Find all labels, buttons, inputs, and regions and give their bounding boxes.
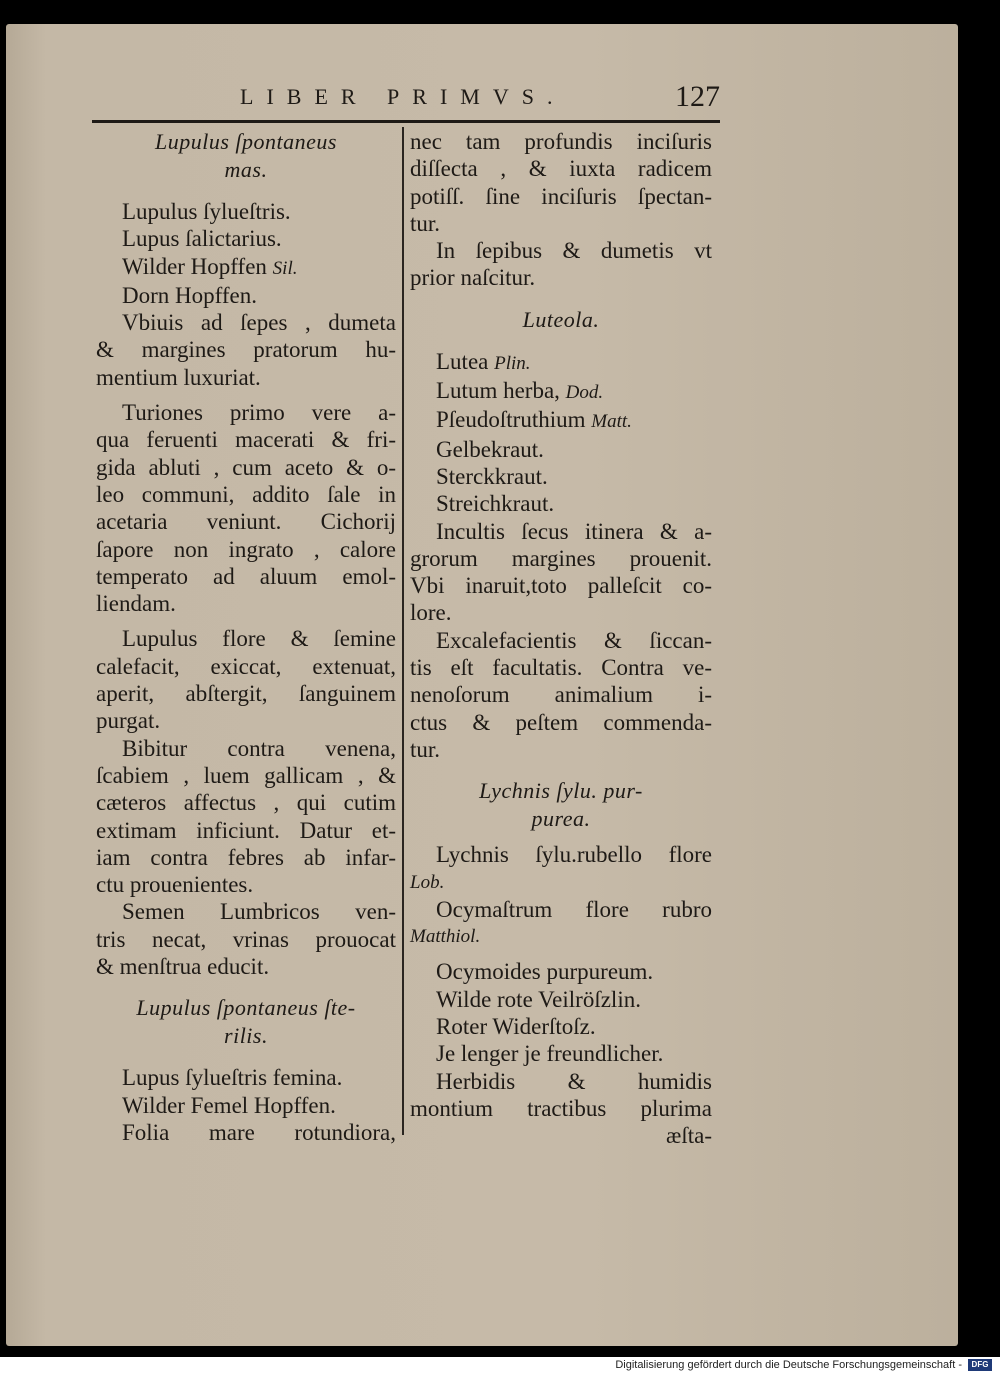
spacer — [410, 950, 712, 958]
synonym-line — [96, 198, 396, 225]
synonym-text: Lupulus ſylueſtris. — [122, 199, 291, 224]
spacer — [410, 334, 712, 348]
paragraph-line: diſſecta , & iuxta radicem — [410, 156, 712, 182]
synonym-text: Lupus ſylueſtris femina. — [122, 1065, 343, 1091]
synonym-line — [410, 348, 712, 377]
paragraph-line: nec tam profundis inciſuris — [410, 129, 712, 154]
digitization-footer — [0, 1357, 1000, 1373]
author-citation: Sil. — [272, 257, 298, 279]
synonym-line — [96, 1092, 396, 1119]
paragraph-line: Folia mare rotundiora, — [122, 1119, 396, 1145]
synonym-text: Wilde rote Veilröſzlin. — [436, 986, 641, 1012]
section-heading: purea. — [531, 806, 591, 832]
paragraph-line: calefacit, exiccat, extenuat, — [96, 653, 396, 679]
synonym-line — [410, 436, 712, 463]
paragraph-line: liendam. — [96, 591, 176, 617]
synonym-text: Ocymoides purpureum. — [436, 959, 654, 985]
paragraph-line: In ſepibus & dumetis vt — [436, 238, 712, 264]
synonym-line — [410, 406, 712, 435]
spacer — [410, 763, 712, 777]
dfg-logo: DFG — [968, 1359, 992, 1371]
paragraph-line: tis eſt facultatis. Contra ve- — [410, 655, 712, 681]
paragraph-line: prior naſcitur. — [410, 265, 536, 291]
paragraph-line: Ocymaſtrum flore rubro — [436, 896, 712, 922]
synonym-line — [410, 1013, 712, 1040]
header-rule — [92, 120, 720, 123]
section-heading: Lupulus ſpontaneus — [155, 129, 337, 154]
spacer — [410, 833, 712, 841]
section-heading: rilis. — [224, 1023, 268, 1049]
paragraph-line: Lupulus flore & ſemine — [122, 626, 396, 652]
paragraph-line: temperato ad aluum emol- — [96, 563, 396, 589]
author-citation: Matthiol. — [410, 926, 481, 948]
synonym-text: Wilder Femel Hopffen. — [122, 1092, 336, 1118]
paragraph-line: iam contra febres ab infar- — [96, 844, 396, 870]
author-citation: Lob. — [410, 871, 445, 893]
paragraph-line: cæteros affectus , qui cutim — [96, 790, 396, 816]
paragraph-line: Herbidis & humidis — [436, 1068, 712, 1094]
paragraph-line: ctus & peſtem commenda- — [410, 709, 712, 735]
synonym-line — [410, 986, 712, 1013]
synonym-line — [410, 958, 712, 985]
paragraph-line: extimam inficiunt. Datur et- — [96, 817, 396, 843]
paragraph-line: Excalefacientis & ſiccan- — [436, 627, 712, 653]
section-heading: Luteola. — [522, 306, 600, 332]
synonym-text: Lutum herba, — [436, 378, 560, 404]
author-citation: Dod. — [565, 382, 604, 404]
paragraph-line: Vbi inaruit,toto palleſcit co- — [410, 573, 712, 599]
synonym-line — [96, 253, 396, 282]
paragraph-line: montium tractibus plurima — [410, 1095, 712, 1121]
spacer — [96, 391, 396, 399]
paragraph-line: ſapore non ingrato , calore — [96, 536, 396, 562]
paragraph-line: & menſtrua educit. — [96, 954, 270, 980]
footer-credit: Digitalisierung gefördert durch die Deutsche Forschungsgemeinschaft - — [615, 1359, 962, 1371]
spacer — [96, 980, 396, 994]
synonym-line — [410, 490, 712, 517]
paragraph-line: mentium luxuriat. — [96, 364, 261, 390]
synonym-text: Sterckkraut. — [436, 463, 548, 489]
paragraph-line: nenoſorum animalium i- — [410, 682, 712, 708]
page-number: 127 — [675, 80, 720, 113]
paragraph-line: Turiones primo vere a- — [122, 400, 396, 426]
paragraph-line: tur. — [410, 210, 441, 236]
synonym-line — [410, 1040, 712, 1067]
left-column — [96, 128, 396, 1146]
synonym-line — [410, 377, 712, 406]
paragraph-line: grorum margines prouenit. — [410, 545, 712, 571]
spacer — [410, 292, 712, 306]
paragraph-line: Semen Lumbricos ven- — [122, 899, 396, 925]
paragraph-line: qua feruenti macerati & fri- — [96, 427, 396, 453]
author-citation: Plin. — [494, 352, 531, 374]
author-citation: Matt. — [591, 411, 632, 433]
section-heading: mas. — [224, 157, 268, 182]
paragraph-line: ſcabiem , luem gallicam , & — [96, 762, 396, 788]
synonym-text: Dorn Hopffen. — [122, 282, 257, 308]
synonym-text: Wilder Hopffen — [122, 253, 267, 279]
paragraph-line: purgat. — [96, 708, 161, 734]
spacer — [96, 1050, 396, 1064]
paragraph-line: Incultis ſecus itinera & a- — [436, 518, 712, 544]
paragraph-line: leo communi, addito ſale in — [96, 481, 396, 507]
paragraph-line: acetaria veniunt. Cichorij — [96, 509, 396, 535]
synonym-line — [410, 463, 712, 490]
synonym-line — [96, 282, 396, 309]
synonym-text: Roter Widerſtoſz. — [436, 1014, 596, 1040]
synonym-text: Je lenger je freundlicher. — [436, 1041, 664, 1067]
paragraph-line: tris necat, vrinas prouocat — [96, 926, 396, 952]
synonym-text: Streichkraut. — [436, 491, 555, 517]
paragraph-line: gida abluti , cum aceto & o- — [96, 454, 396, 480]
synonym-text: Lutea — [436, 348, 489, 374]
paragraph-line: potiſſ. ſine inciſuris ſpectan- — [410, 183, 712, 209]
synonym-text: Pſeudoſtruthium — [436, 407, 586, 433]
paragraph-line: ctu prouenientes. — [96, 872, 254, 898]
paragraph-line: & margines pratorum hu- — [96, 337, 396, 363]
section-heading: Lupulus ſpontaneus ſte- — [136, 995, 356, 1021]
synonym-line — [96, 225, 396, 252]
catchword: æſta- — [666, 1123, 712, 1149]
paragraph-line: Bibitur contra venena, — [122, 735, 396, 761]
paragraph-line: aperit, abſtergit, ſanguinem — [96, 681, 396, 707]
synonym-line — [96, 1064, 396, 1091]
synonym-text: Lupus ſalictarius. — [122, 226, 282, 252]
spacer — [96, 184, 396, 198]
running-title: LIBER PRIMVS. — [240, 84, 566, 109]
section-heading: Lychnis ſylu. pur- — [479, 778, 643, 804]
synonym-text: Gelbekraut. — [436, 436, 544, 462]
column-divider — [402, 127, 404, 1135]
paragraph-line: lore. — [410, 600, 452, 626]
spacer — [96, 617, 396, 625]
paragraph-line: Lychnis ſylu.rubello flore — [436, 842, 712, 868]
paragraph-line: Vbiuis ad ſepes , dumeta — [122, 310, 396, 336]
right-column — [410, 128, 712, 1150]
paragraph-line: tur. — [410, 736, 441, 762]
